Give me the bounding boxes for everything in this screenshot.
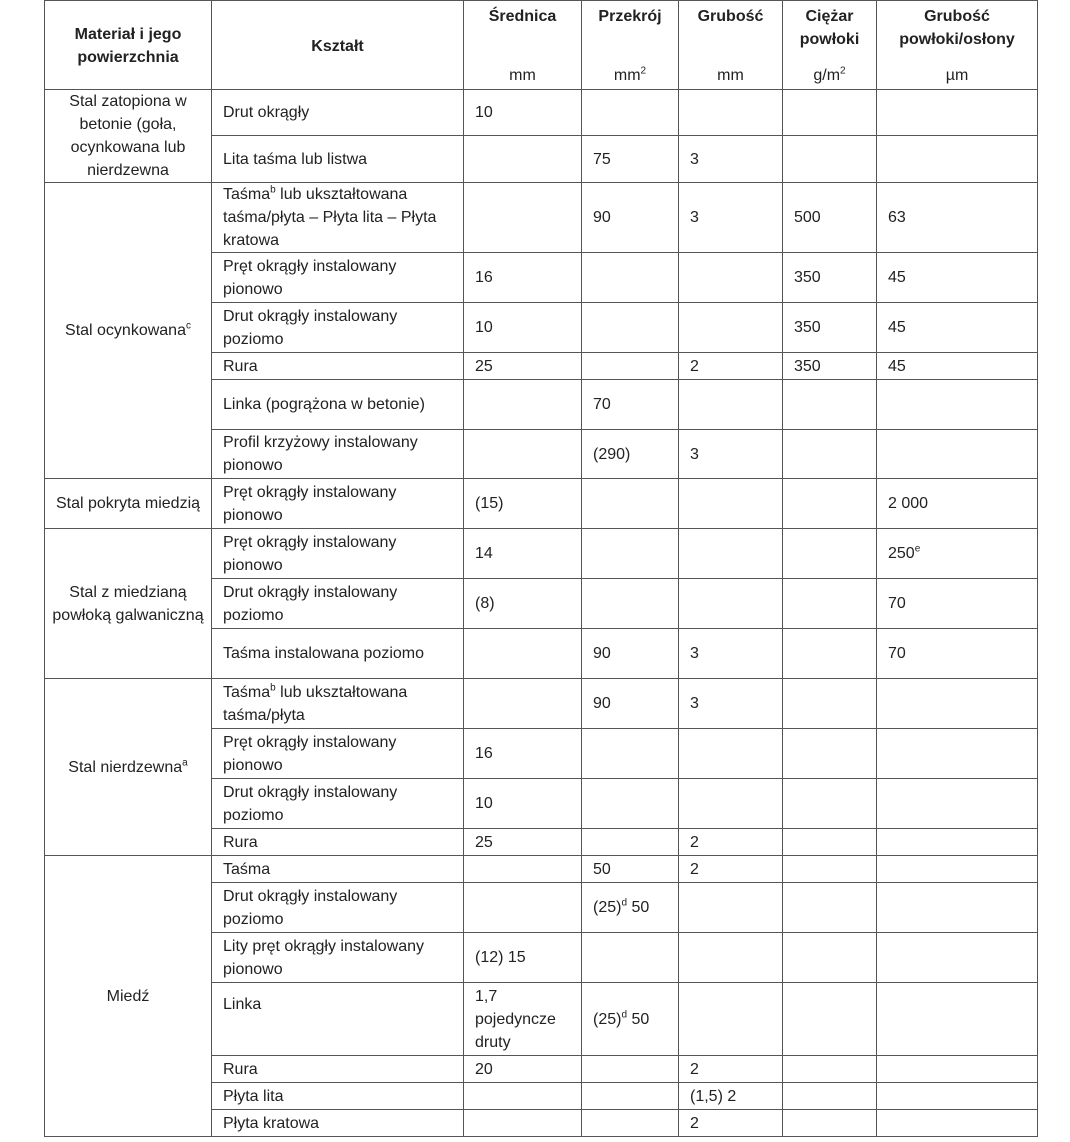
header-coating-weight-unit-text: g/m (813, 67, 841, 84)
material-name: Stal pokryta miedzią (55, 495, 201, 512)
shape-cell (212, 1110, 464, 1137)
diameter-cell (464, 629, 582, 679)
shape-cell (212, 430, 464, 479)
material-footnote: a (182, 757, 188, 769)
header-diameter-label: Średnica (488, 8, 557, 25)
shape-cell (212, 1056, 464, 1083)
header-coating-thickness-unit: µm (945, 67, 969, 84)
coating-thickness-cell (877, 933, 1038, 983)
diameter-value: (15) (475, 495, 504, 512)
coating-weight-cell (783, 353, 877, 380)
shape-name: Linka (pogrążona w betonie) (223, 396, 425, 413)
thickness-cell (679, 253, 783, 303)
coating-thickness-cell (877, 136, 1038, 183)
thickness-cell (679, 983, 783, 1056)
header-cross-section (582, 1, 679, 90)
coating-thickness-cell (877, 983, 1038, 1056)
header-cross-section-unit-sup: 2 (640, 65, 647, 77)
thickness-cell (679, 579, 783, 629)
coating-weight-cell (783, 1110, 877, 1137)
material-cell (45, 529, 212, 679)
thickness-value: 2 (690, 1060, 699, 1078)
shape-cell (212, 479, 464, 529)
coating-thickness-footnote: e (914, 543, 921, 555)
material-name: Stal zatopiona w betonie (goła, ocynkowana lub nierdzewna (69, 93, 187, 179)
coating-thickness-cell (877, 729, 1038, 779)
cross-section-value: 50 (627, 899, 650, 916)
coating-weight-cell (783, 253, 877, 303)
thickness-cell (679, 779, 783, 829)
coating-thickness-cell (877, 679, 1038, 729)
thickness-cell (679, 1056, 783, 1083)
diameter-cell (464, 729, 582, 779)
shape-name: Drut okrągły instalowany poziomo (223, 783, 398, 824)
cross-section-value: (290) (593, 445, 631, 463)
cross-section-cell (582, 529, 679, 579)
shape-name: Płyta lita (223, 1087, 284, 1105)
diameter-cell (464, 430, 582, 479)
material-cell (45, 856, 212, 1137)
thickness-cell (679, 856, 783, 883)
cross-section-value: 50 (593, 860, 611, 878)
cross-section-cell (582, 983, 679, 1056)
thickness-value: 3 (690, 645, 699, 662)
thickness-cell (679, 183, 783, 253)
table-row (45, 679, 1038, 729)
cross-section-cell (582, 779, 679, 829)
diameter-cell (464, 90, 582, 136)
header-coating-weight (783, 1, 877, 90)
diameter-value: 25 (475, 833, 493, 851)
shape-cell (212, 779, 464, 829)
coating-weight-cell (783, 933, 877, 983)
shape-cell (212, 579, 464, 629)
shape-name-rest: lub ukształtowana taśma/płyta – Płyta lita – Płyta kratowa (223, 186, 437, 249)
coating-thickness-cell (877, 430, 1038, 479)
thickness-value: 2 (690, 860, 699, 878)
shape-cell (212, 829, 464, 856)
cross-section-cell (582, 856, 679, 883)
thickness-cell (679, 136, 783, 183)
shape-cell (212, 856, 464, 883)
coating-thickness-cell (877, 529, 1038, 579)
material-name: Stal ocynkowana (65, 322, 186, 339)
cross-section-footnote: d (621, 897, 628, 909)
header-cross-section-label: Przekrój (598, 8, 662, 25)
shape-name: Linka (223, 996, 262, 1013)
coating-thickness-cell (877, 479, 1038, 529)
diameter-cell (464, 1083, 582, 1110)
diameter-cell (464, 136, 582, 183)
shape-cell (212, 983, 464, 1056)
diameter-value: 10 (475, 319, 493, 336)
thickness-value: 3 (690, 445, 699, 463)
coating-weight-cell (783, 90, 877, 136)
shape-cell (212, 883, 464, 933)
coating-weight-cell (783, 679, 877, 729)
diameter-value: 10 (475, 104, 493, 121)
shape-name: Taśma instalowana poziomo (223, 645, 424, 662)
cross-section-footnote: d (621, 1009, 628, 1021)
shape-name: Pręt okrągły instalowany pionowo (223, 483, 397, 524)
coating-thickness-cell (877, 579, 1038, 629)
shape-name: Rura (223, 357, 258, 375)
header-material-label: Materiał i jego powierzchnia (74, 26, 182, 66)
cross-section-cell (582, 883, 679, 933)
header-thickness-unit: mm (717, 67, 744, 84)
coating-thickness-cell (877, 883, 1038, 933)
cross-section-cell (582, 629, 679, 679)
coating-weight-cell (783, 430, 877, 479)
coating-weight-cell (783, 1056, 877, 1083)
cross-section-value: 70 (593, 396, 611, 413)
header-row (45, 1, 1038, 90)
diameter-value: (8) (475, 595, 495, 612)
material-cell (45, 90, 212, 183)
thickness-cell (679, 529, 783, 579)
thickness-cell (679, 829, 783, 856)
thickness-value: 2 (690, 1114, 699, 1132)
cross-section-cell (582, 1110, 679, 1137)
cross-section-cell (582, 729, 679, 779)
thickness-cell (679, 303, 783, 353)
diameter-cell (464, 353, 582, 380)
coating-thickness-value: 70 (888, 595, 906, 612)
header-shape-label: Kształt (311, 37, 364, 55)
coating-thickness-value: 70 (888, 645, 906, 662)
header-coating-weight-unit (787, 64, 872, 87)
header-coating-thickness-label: Grubość powłoki/osłony (899, 8, 1015, 48)
thickness-value: 3 (690, 150, 699, 168)
coating-thickness-cell (877, 856, 1038, 883)
shape-cell (212, 90, 464, 136)
cross-section-cell (582, 479, 679, 529)
cross-section-value: 90 (593, 645, 611, 662)
header-diameter-unit: mm (509, 67, 536, 84)
shape-name: Taśma (223, 186, 271, 203)
shape-cell (212, 1083, 464, 1110)
shape-footnote: b (270, 184, 276, 196)
coating-thickness-cell (877, 380, 1038, 430)
cross-section-cell (582, 90, 679, 136)
coating-thickness-cell (877, 1083, 1038, 1110)
thickness-value: 3 (690, 209, 699, 226)
thickness-cell (679, 90, 783, 136)
diameter-cell (464, 579, 582, 629)
table-row (45, 183, 1038, 253)
diameter-cell (464, 479, 582, 529)
diameter-cell (464, 856, 582, 883)
thickness-cell (679, 353, 783, 380)
thickness-value: 2 (690, 357, 699, 375)
coating-weight-value: 350 (794, 269, 821, 286)
coating-weight-cell (783, 883, 877, 933)
coating-weight-cell (783, 629, 877, 679)
header-diameter (464, 1, 582, 90)
thickness-cell (679, 380, 783, 430)
coating-thickness-cell (877, 253, 1038, 303)
diameter-value: (12) 15 (475, 949, 526, 966)
shape-cell (212, 303, 464, 353)
diameter-cell (464, 983, 582, 1056)
diameter-value: 10 (475, 795, 493, 812)
thickness-cell (679, 479, 783, 529)
header-cross-section-unit (586, 64, 674, 87)
thickness-cell (679, 679, 783, 729)
coating-thickness-cell (877, 303, 1038, 353)
material-cell (45, 679, 212, 856)
diameter-cell (464, 253, 582, 303)
shape-cell (212, 380, 464, 430)
coating-thickness-value: 45 (888, 319, 906, 336)
coating-thickness-cell (877, 90, 1038, 136)
material-name: Stal nierdzewna (68, 758, 183, 776)
cross-section-cell (582, 1056, 679, 1083)
diameter-cell (464, 380, 582, 430)
shape-name: Profil krzyżowy instalowany pionowo (223, 434, 418, 474)
shape-name: Pręt okrągły instalowany pionowo (223, 533, 397, 574)
diameter-value: 14 (475, 545, 493, 562)
coating-thickness-cell (877, 829, 1038, 856)
header-thickness (679, 1, 783, 90)
materials-table (44, 0, 1038, 1137)
shape-footnote: b (270, 682, 276, 694)
table-row (45, 90, 1038, 136)
shape-name: Rura (223, 833, 258, 851)
thickness-cell (679, 1110, 783, 1137)
shape-name: Taśma (223, 860, 271, 878)
diameter-cell (464, 933, 582, 983)
coating-weight-cell (783, 380, 877, 430)
diameter-value: 1,7 pojedyncze druty (475, 987, 556, 1051)
coating-weight-cell (783, 779, 877, 829)
diameter-cell (464, 679, 582, 729)
header-material (45, 1, 212, 90)
shape-name: Rura (223, 1060, 258, 1078)
shape-name: Drut okrągły instalowany poziomo (223, 307, 398, 348)
coating-weight-cell (783, 1083, 877, 1110)
coating-thickness-cell (877, 183, 1038, 253)
coating-weight-cell (783, 983, 877, 1056)
coating-weight-cell (783, 729, 877, 779)
cross-section-value: 90 (593, 695, 611, 712)
diameter-value: 20 (475, 1060, 493, 1078)
coating-weight-cell (783, 829, 877, 856)
shape-name-rest: lub ukształtowana taśma/płyta (223, 683, 408, 724)
diameter-cell (464, 779, 582, 829)
shape-cell (212, 183, 464, 253)
cross-section-cell (582, 136, 679, 183)
shape-cell (212, 679, 464, 729)
cross-section-cell (582, 380, 679, 430)
material-name: Stal z miedzianą powłoką galwaniczną (52, 583, 204, 624)
coating-thickness-value: 2 000 (888, 495, 929, 512)
header-thickness-label: Grubość (697, 8, 764, 25)
coating-weight-value: 500 (794, 209, 821, 226)
coating-weight-cell (783, 579, 877, 629)
thickness-cell (679, 1083, 783, 1110)
cross-section-cell (582, 183, 679, 253)
coating-thickness-cell (877, 629, 1038, 679)
shape-name: Płyta kratowa (223, 1114, 320, 1132)
thickness-cell (679, 629, 783, 679)
thickness-value: 2 (690, 833, 699, 851)
coating-thickness-cell (877, 779, 1038, 829)
material-cell (45, 183, 212, 479)
cross-section-prefix: (25) (593, 899, 622, 916)
diameter-cell (464, 883, 582, 933)
coating-thickness-cell (877, 353, 1038, 380)
diameter-cell (464, 303, 582, 353)
shape-name: Drut okrągły instalowany poziomo (223, 887, 398, 928)
diameter-cell (464, 183, 582, 253)
shape-cell (212, 136, 464, 183)
header-coating-thickness (877, 1, 1038, 90)
cross-section-cell (582, 933, 679, 983)
diameter-cell (464, 829, 582, 856)
header-cross-section-unit-text: mm (613, 67, 641, 84)
coating-weight-cell (783, 529, 877, 579)
coating-thickness-cell (877, 1056, 1038, 1083)
table-row (45, 479, 1038, 529)
shape-name: Drut okrągły instalowany poziomo (223, 583, 398, 624)
coating-weight-value: 350 (794, 357, 821, 375)
thickness-cell (679, 430, 783, 479)
shape-name: Pręt okrągły instalowany pionowo (223, 733, 397, 774)
coating-thickness-value: 45 (888, 269, 906, 286)
coating-thickness-value: 45 (888, 357, 906, 375)
material-name: Miedź (106, 987, 150, 1005)
coating-thickness-value: 63 (888, 209, 906, 226)
cross-section-value: 90 (593, 209, 611, 226)
shape-cell (212, 353, 464, 380)
shape-cell (212, 729, 464, 779)
shape-cell (212, 933, 464, 983)
shape-cell (212, 629, 464, 679)
thickness-cell (679, 933, 783, 983)
shape-name: Lity pręt okrągły instalowany pionowo (223, 937, 424, 978)
material-footnote: c (185, 320, 191, 332)
diameter-cell (464, 1056, 582, 1083)
cross-section-cell (582, 579, 679, 629)
diameter-cell (464, 529, 582, 579)
coating-thickness-cell (877, 1110, 1038, 1137)
coating-weight-cell (783, 479, 877, 529)
cross-section-cell (582, 430, 679, 479)
coating-weight-value: 350 (794, 319, 821, 336)
table-row (45, 529, 1038, 579)
thickness-value: 3 (690, 695, 699, 712)
cross-section-value: 75 (593, 150, 611, 168)
cross-section-prefix: (25) (593, 1010, 622, 1028)
thickness-value: (1,5) 2 (690, 1087, 737, 1105)
diameter-value: 16 (475, 269, 493, 286)
diameter-cell (464, 1110, 582, 1137)
thickness-cell (679, 729, 783, 779)
cross-section-cell (582, 253, 679, 303)
table-row (45, 856, 1038, 883)
thickness-cell (679, 883, 783, 933)
shape-name: Taśma (223, 683, 271, 701)
diameter-value: 25 (475, 357, 493, 375)
coating-weight-cell (783, 183, 877, 253)
shape-name: Lita taśma lub listwa (223, 150, 368, 168)
cross-section-cell (582, 1083, 679, 1110)
header-coating-weight-unit-sup: 2 (840, 65, 846, 77)
cross-section-value: 50 (627, 1010, 650, 1028)
shape-cell (212, 529, 464, 579)
header-shape (212, 1, 464, 90)
cross-section-cell (582, 353, 679, 380)
diameter-value: 16 (475, 745, 493, 762)
coating-weight-cell (783, 136, 877, 183)
material-cell (45, 479, 212, 529)
coating-thickness-value: 250 (888, 545, 915, 562)
coating-weight-cell (783, 303, 877, 353)
cross-section-cell (582, 679, 679, 729)
shape-name: Pręt okrągły instalowany pionowo (223, 257, 397, 298)
header-coating-weight-label: Ciężar powłoki (799, 8, 860, 48)
shape-cell (212, 253, 464, 303)
cross-section-cell (582, 829, 679, 856)
shape-name: Drut okrągły (223, 104, 310, 121)
coating-weight-cell (783, 856, 877, 883)
cross-section-cell (582, 303, 679, 353)
